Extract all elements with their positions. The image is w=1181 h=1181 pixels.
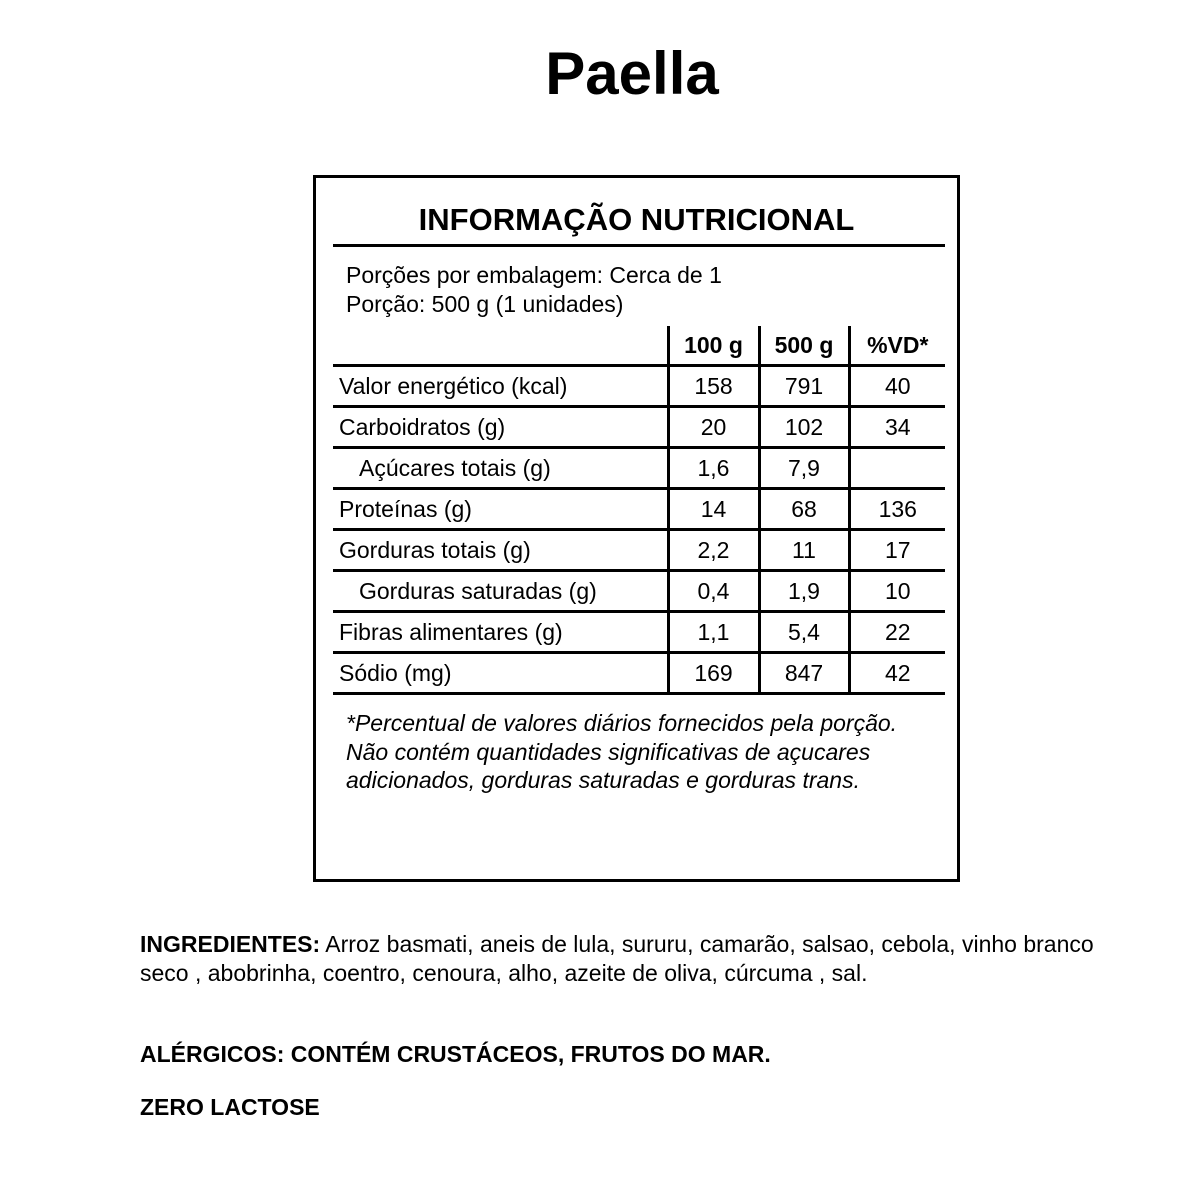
nutrition-table-body xyxy=(333,366,945,694)
table-row xyxy=(333,489,945,530)
value-per-serving: 7,9 xyxy=(759,448,849,489)
value-per-serving: 68 xyxy=(759,489,849,530)
value-per-serving: 1,9 xyxy=(759,571,849,612)
value-per-100g: 2,2 xyxy=(668,530,759,571)
table-row xyxy=(333,571,945,612)
ingredients-list: Arroz basmati, aneis de lula, sururu, camarão, salsao, cebola, vinho branco seco , abobrinha, coentro, cenoura, alho, azeite de oliva, cúrcuma , sal. xyxy=(140,931,1094,986)
value-daily-percent: 17 xyxy=(849,530,945,571)
portion-info xyxy=(346,261,722,319)
serving-size: Porção: 500 g (1 unidades) xyxy=(346,291,624,317)
header-blank-cell xyxy=(333,326,668,366)
value-daily-percent: 10 xyxy=(849,571,945,612)
nutrient-label: Carboidratos (g) xyxy=(333,407,668,448)
value-daily-percent: 40 xyxy=(849,366,945,407)
nutrient-label: Sódio (mg) xyxy=(333,653,668,694)
ingredients-label: INGREDIENTES: xyxy=(140,931,321,957)
table-row xyxy=(333,366,945,407)
product-title: Paella xyxy=(545,40,719,107)
table-row xyxy=(333,530,945,571)
table-row xyxy=(333,612,945,653)
value-per-serving: 102 xyxy=(759,407,849,448)
nutrient-label: Gorduras saturadas (g) xyxy=(333,571,668,612)
nutrient-label: Proteínas (g) xyxy=(333,489,668,530)
table-row xyxy=(333,448,945,489)
nutrition-table xyxy=(333,326,945,695)
value-per-100g: 0,4 xyxy=(668,571,759,612)
value-daily-percent: 42 xyxy=(849,653,945,694)
column-header-serving: 500 g xyxy=(759,326,849,366)
servings-per-package: Porções por embalagem: Cerca de 1 xyxy=(346,262,722,288)
value-per-100g: 20 xyxy=(668,407,759,448)
footnote-dv: *Percentual de valores diários fornecidos pela porção. xyxy=(346,710,898,736)
value-per-serving: 11 xyxy=(759,530,849,571)
nutrient-label: Gorduras totais (g) xyxy=(333,530,668,571)
nutrition-footnote xyxy=(346,709,906,795)
column-header-100g: 100 g xyxy=(668,326,759,366)
value-per-serving: 5,4 xyxy=(759,612,849,653)
nutrition-heading: INFORMAÇÃO NUTRICIONAL xyxy=(418,202,855,237)
value-per-100g: 1,1 xyxy=(668,612,759,653)
nutrient-label: Açúcares totais (g) xyxy=(333,448,668,489)
value-daily-percent: 22 xyxy=(849,612,945,653)
table-row xyxy=(333,407,945,448)
value-daily-percent: 34 xyxy=(849,407,945,448)
ingredients-text xyxy=(140,930,1100,987)
nutrition-facts-panel xyxy=(313,175,960,882)
footnote-not-significant: Não contém quantidades significativas de açucares adicionados, gorduras saturadas e gorduras trans. xyxy=(346,738,871,793)
value-per-serving: 791 xyxy=(759,366,849,407)
value-daily-percent xyxy=(849,448,945,489)
value-per-100g: 169 xyxy=(668,653,759,694)
table-header-row xyxy=(333,326,945,366)
nutrient-label: Fibras alimentares (g) xyxy=(333,612,668,653)
value-per-100g: 1,6 xyxy=(668,448,759,489)
value-per-100g: 158 xyxy=(668,366,759,407)
table-row xyxy=(333,653,945,694)
heading-divider xyxy=(333,244,945,247)
lactose-claim: ZERO LACTOSE xyxy=(140,1094,320,1120)
value-daily-percent: 136 xyxy=(849,489,945,530)
nutrient-label: Valor energético (kcal) xyxy=(333,366,668,407)
value-per-100g: 14 xyxy=(668,489,759,530)
column-header-dv: %VD* xyxy=(849,326,945,366)
allergen-warning: ALÉRGICOS: CONTÉM CRUSTÁCEOS, FRUTOS DO MAR. xyxy=(140,1041,771,1067)
value-per-serving: 847 xyxy=(759,653,849,694)
